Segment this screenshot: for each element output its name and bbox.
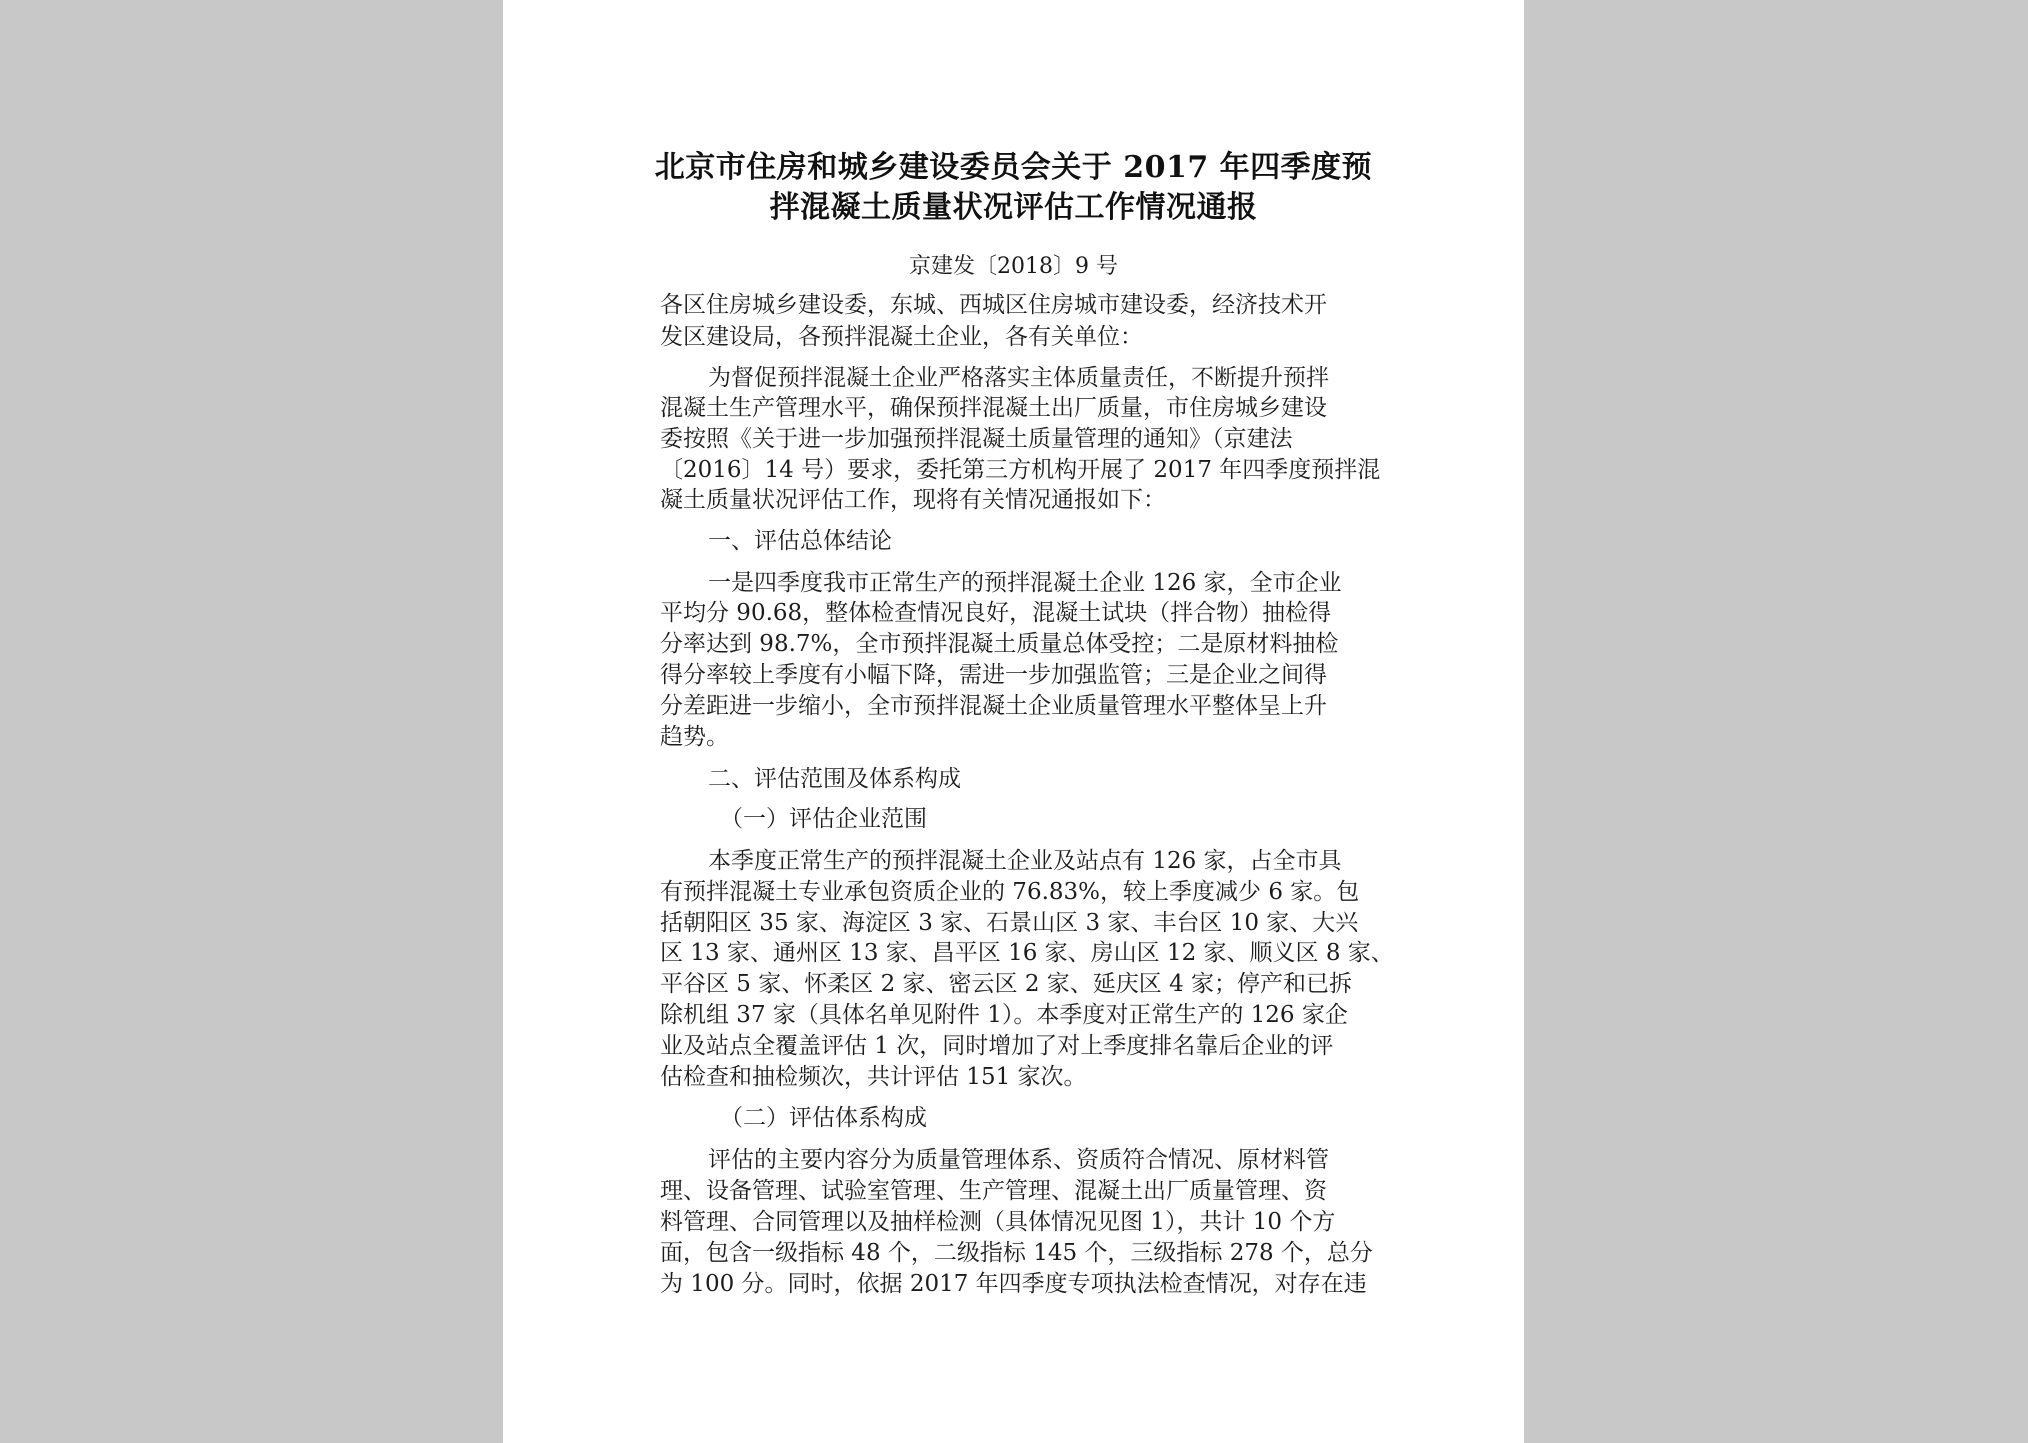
scope-line: 本季度正常生产的预拌混凝土企业及站点有 126 家，占全市具 — [708, 848, 1342, 874]
system-line: 评估的主要内容分为质量管理体系、资质符合情况、原材料管 — [708, 1147, 1329, 1173]
addressee-line: 各区住房城乡建设委，东城、西城区住房城市建设委，经济技术开 — [660, 292, 1327, 318]
intro-line: 〔2016〕14 号）要求，委托第三方机构开展了 2017 年四季度预拌混 — [660, 457, 1381, 483]
system-line: 理、设备管理、试验室管理、生产管理、混凝土出厂质量管理、资 — [660, 1178, 1327, 1204]
system-line: 面，包含一级指标 48 个，二级指标 145 个，三级指标 278 个，总分 — [660, 1240, 1373, 1266]
scope-line: 括朝阳区 35 家、海淀区 3 家、石景山区 3 家、丰台区 10 家、大兴 — [660, 910, 1359, 936]
intro-line: 混凝土生产管理水平，确保预拌混凝土出厂质量，市住房城乡建设 — [660, 395, 1327, 421]
subsection-heading-1: （一）评估企业范围 — [720, 806, 927, 832]
document-page — [503, 0, 1524, 1443]
intro-line: 委按照《关于进一步加强预拌混凝土质量管理的通知》（京建法 — [660, 426, 1293, 452]
section-heading-2: 二、评估范围及体系构成 — [708, 766, 961, 792]
scope-line: 除机组 37 家（具体名单见附件 1）。本季度对正常生产的 126 家企 — [660, 1002, 1348, 1028]
document-number: 京建发〔2018〕9 号 — [909, 254, 1118, 279]
scope-line: 平谷区 5 家、怀柔区 2 家、密云区 2 家、延庆区 4 家；停产和已拆 — [660, 971, 1353, 997]
conclusion-line: 趋势。 — [660, 724, 729, 750]
scope-line: 业及站点全覆盖评估 1 次，同时增加了对上季度排名靠后企业的评 — [660, 1033, 1334, 1059]
conclusion-line: 一是四季度我市正常生产的预拌混凝土企业 126 家，全市企业 — [708, 570, 1342, 596]
conclusion-line: 平均分 90.68，整体检查情况良好，混凝土试块（拌合物）抽检得 — [660, 600, 1332, 626]
document-title-line-1: 北京市住房和城乡建设委员会关于 2017 年四季度预 — [654, 150, 1373, 185]
scope-line: 区 13 家、通州区 13 家、昌平区 16 家、房山区 12 家、顺义区 8 家、 — [660, 940, 1394, 966]
system-line: 料管理、合同管理以及抽样检测（具体情况见图 1），共计 10 个方 — [660, 1209, 1336, 1235]
document-title-line-2: 拌混凝土质量状况评估工作情况通报 — [769, 190, 1258, 225]
scope-line: 估检查和抽检频次，共计评估 151 家次。 — [660, 1064, 1087, 1090]
conclusion-line: 分率达到 98.7%，全市预拌混凝土质量总体受控；二是原材料抽检 — [660, 631, 1339, 657]
section-heading-1: 一、评估总体结论 — [708, 528, 892, 554]
system-line: 为 100 分。同时，依据 2017 年四季度专项执法检查情况，对存在违 — [660, 1271, 1367, 1297]
subsection-heading-2: （二）评估体系构成 — [720, 1105, 927, 1131]
addressee-line: 发区建设局，各预拌混凝土企业，各有关单位： — [660, 324, 1143, 350]
intro-line: 凝土质量状况评估工作，现将有关情况通报如下： — [660, 487, 1166, 513]
scope-line: 有预拌混凝土专业承包资质企业的 76.83%，较上季度减少 6 家。包 — [660, 879, 1360, 905]
conclusion-line: 分差距进一步缩小，全市预拌混凝土企业质量管理水平整体呈上升 — [660, 693, 1327, 719]
conclusion-line: 得分率较上季度有小幅下降，需进一步加强监管；三是企业之间得 — [660, 662, 1327, 688]
intro-line: 为督促预拌混凝土企业严格落实主体质量责任，不断提升预拌 — [708, 365, 1329, 391]
